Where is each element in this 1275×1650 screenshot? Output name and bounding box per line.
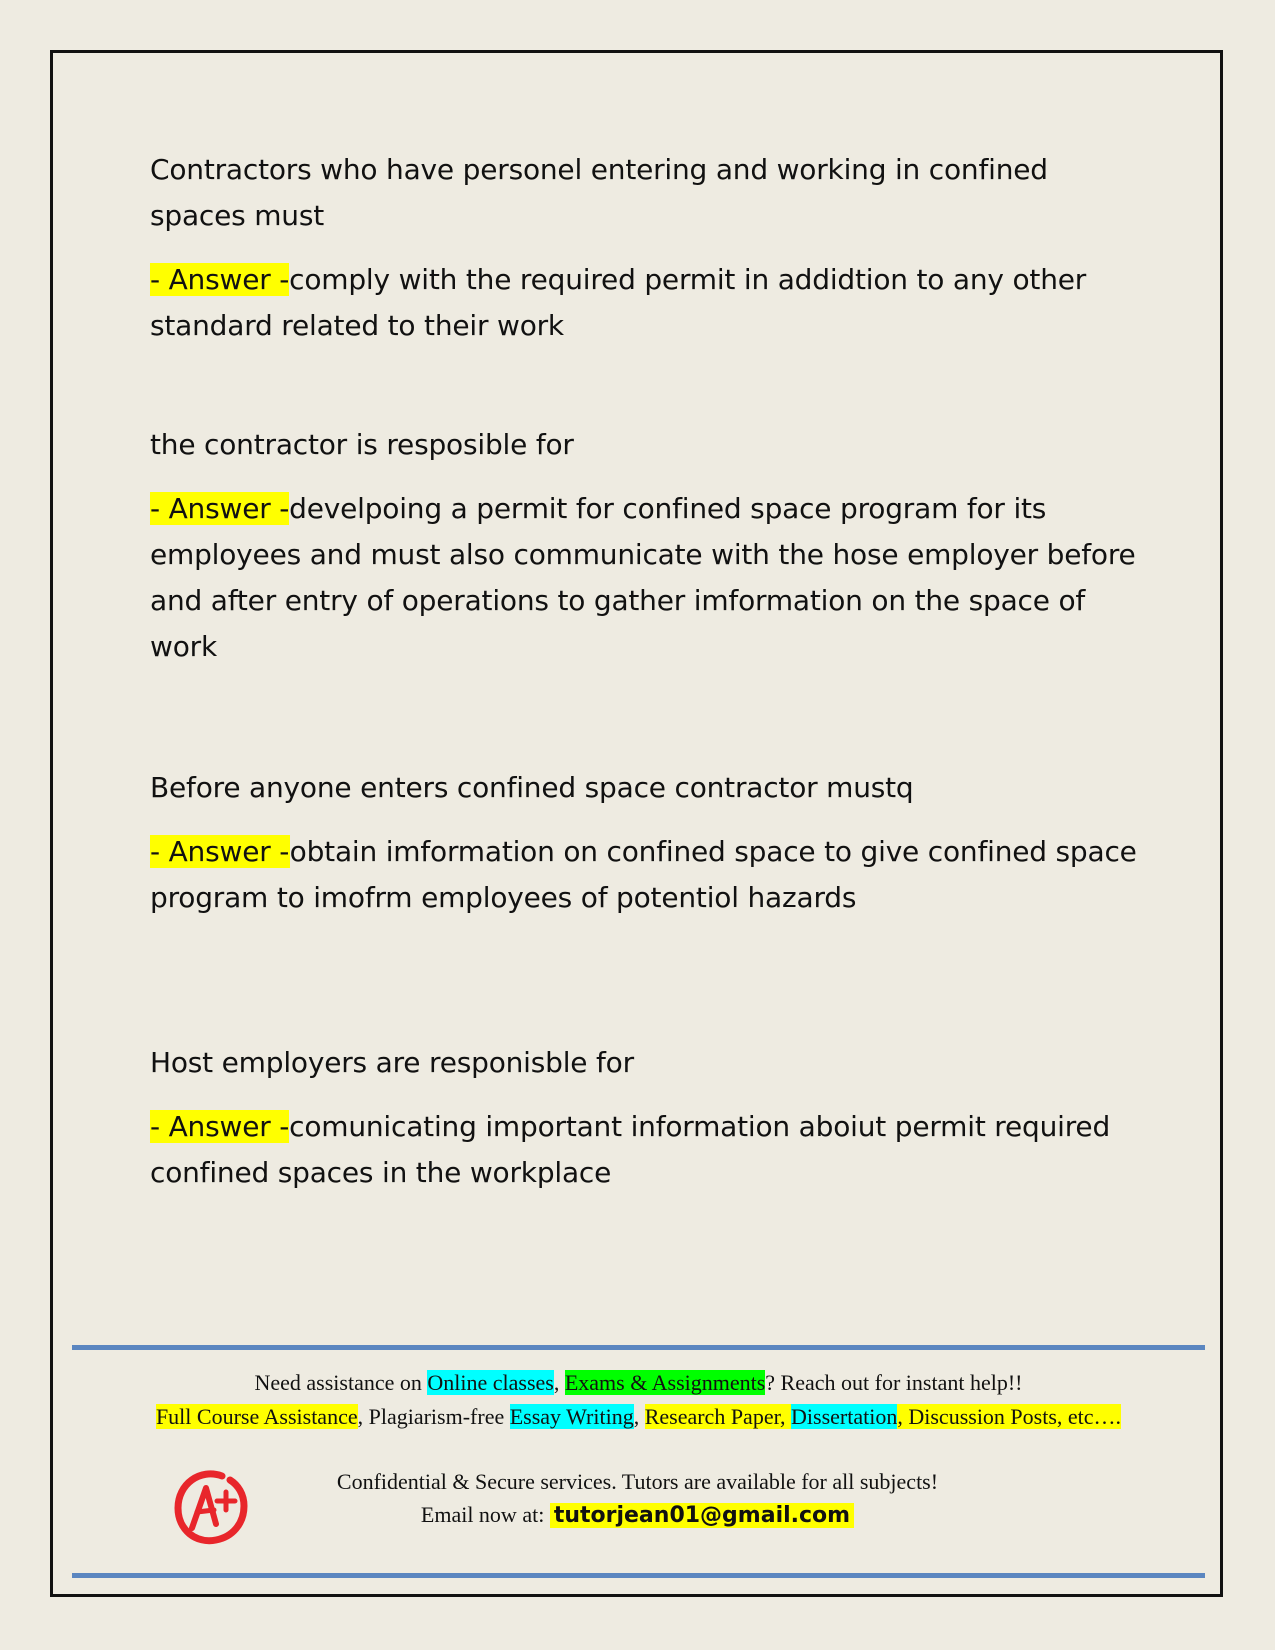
- footer-rule-top: [72, 1345, 1205, 1350]
- answer-text: [150, 1104, 1140, 1196]
- qa-block-1: [150, 147, 1140, 349]
- qa-block-2: [150, 422, 1140, 670]
- footer-rule-bottom: [72, 1573, 1205, 1578]
- footer-text: ,: [553, 1370, 565, 1395]
- email-link[interactable]: tutorjean01@gmail.com: [550, 1503, 854, 1528]
- footer-email-line: [150, 1500, 1125, 1531]
- answer-text: [150, 486, 1140, 670]
- answer-body: obtain imformation on confined space to give confined space program to imofrm employees of potentiol hazards: [150, 835, 1137, 914]
- question-text: Contractors who have personel entering and working in confined spaces must: [150, 153, 1048, 232]
- exams-highlight: Exams & Assignments: [564, 1370, 766, 1395]
- footer-text: , Plagiarism-free: [357, 1404, 510, 1429]
- answer-text: [150, 829, 1140, 921]
- footer-line-2: [72, 1402, 1205, 1432]
- answer-body: comunicating important information aboiut permit required confined spaces in the workplace: [150, 1110, 1111, 1189]
- answer-tag: - Answer -: [150, 492, 290, 525]
- answer-body: comply with the required permit in addidtion to any other standard related to their work: [150, 263, 1087, 342]
- qa-block-3: [150, 765, 1140, 921]
- question-text: the contractor is resposible for: [150, 428, 574, 461]
- footer-text: ,: [633, 1404, 645, 1429]
- answer-body: develpoing a permit for confined space program for its employees and must also communicate with the hose employer before and after entry of operations to gather imformation on the space of work: [150, 492, 1136, 663]
- answer-tag: - Answer -: [150, 1110, 290, 1143]
- footer-line-3: Confidential & Secure services. Tutors are available for all subjects!: [336, 1469, 939, 1494]
- footer-text: Need assistance on: [254, 1370, 428, 1395]
- footer-text: ? Reach out for instant help!!: [765, 1370, 1023, 1395]
- answer-tag: - Answer -: [150, 835, 290, 868]
- dissertation-highlight: Dissertation: [791, 1404, 898, 1429]
- discussion-posts-highlight: , Discussion Posts, etc….: [897, 1404, 1122, 1429]
- online-classes-highlight: Online classes: [427, 1370, 554, 1395]
- full-course-highlight: Full Course Assistance: [155, 1404, 358, 1429]
- qa-block-4: [150, 1040, 1140, 1196]
- footer-line-1: [72, 1368, 1205, 1398]
- answer-text: [150, 257, 1140, 349]
- answer-tag: - Answer -: [150, 263, 290, 296]
- research-paper-highlight: Research Paper,: [644, 1404, 792, 1429]
- question-text: Host employers are responisble for: [150, 1046, 634, 1079]
- question-text: Before anyone enters confined space contractor mustq: [150, 771, 914, 804]
- essay-writing-highlight: Essay Writing: [509, 1404, 634, 1429]
- email-label: Email now at:: [420, 1502, 550, 1527]
